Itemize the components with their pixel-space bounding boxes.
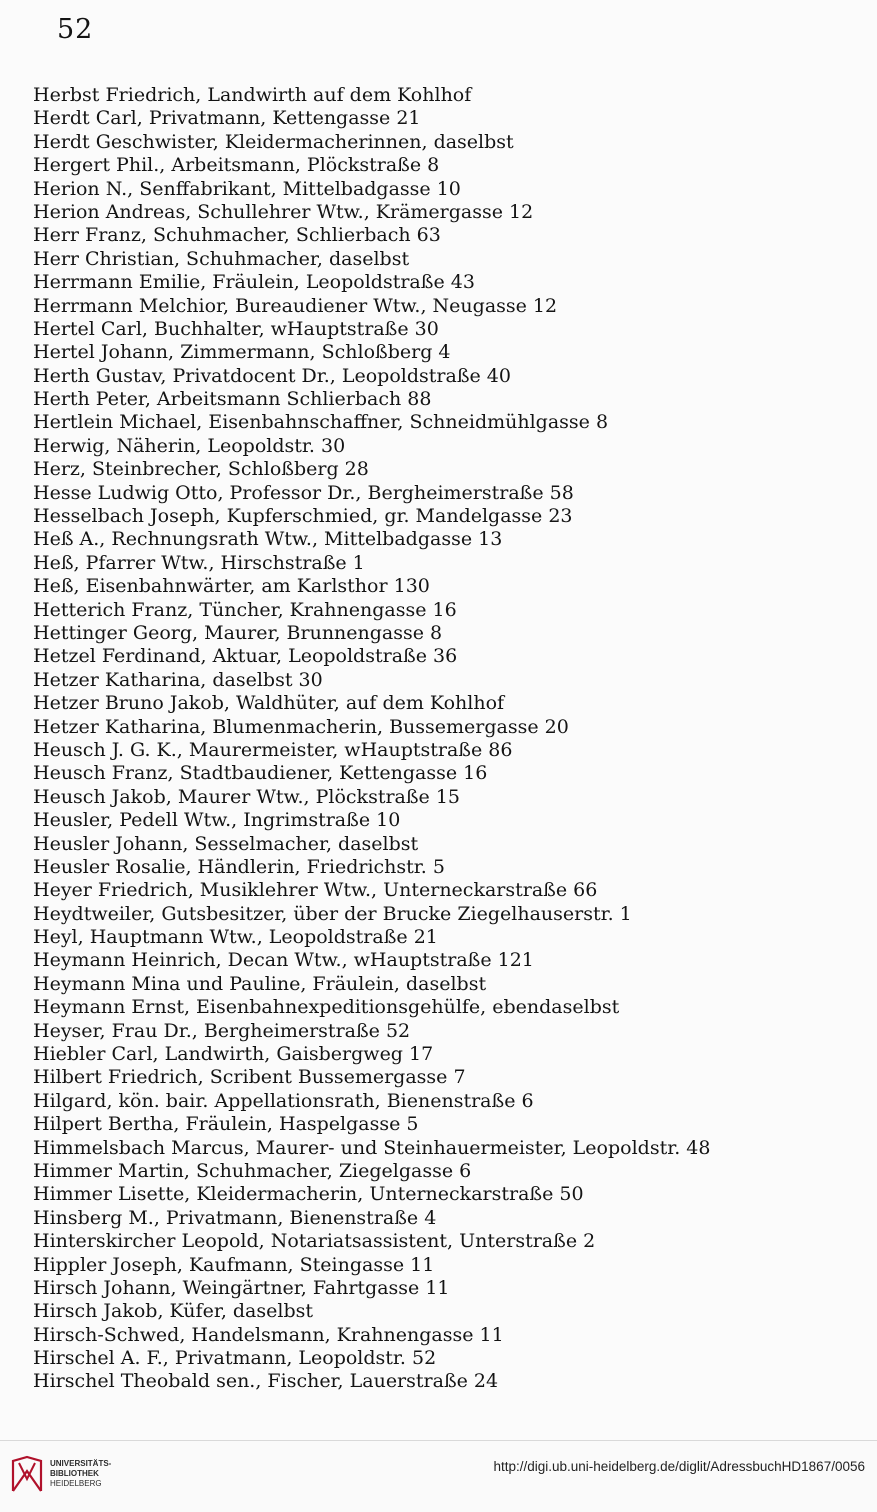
directory-entry: Heyl, Hauptmann Wtw., Leopoldstraße 21 xyxy=(33,926,438,949)
directory-entry: Hergert Phil., Arbeitsmann, Plöckstraße 8 xyxy=(33,154,440,177)
directory-entry: Herz, Steinbrecher, Schloßberg 28 xyxy=(33,458,369,481)
directory-entry: Heusler Johann, Sesselmacher, daselbst xyxy=(33,832,419,855)
directory-entries xyxy=(33,84,863,1394)
directory-entry: Heusch Jakob, Maurer Wtw., Plöckstraße 15 xyxy=(33,785,461,808)
directory-entry: Heusler, Pedell Wtw., Ingrimstraße 10 xyxy=(33,809,401,832)
directory-entry: Hilgard, kön. bair. Appellationsrath, Bienenstraße 6 xyxy=(33,1089,534,1112)
directory-entry: Heyer Friedrich, Musiklehrer Wtw., Unterneckarstraße 66 xyxy=(33,879,598,902)
directory-entry: Hirsch-Schwed, Handelsmann, Krahnengasse 11 xyxy=(33,1323,504,1346)
directory-entry: Heusler Rosalie, Händlerin, Friedrichstr. 5 xyxy=(33,855,445,878)
directory-entry: Heß, Eisenbahnwärter, am Karlsthor 130 xyxy=(33,575,430,598)
directory-entry: Heusch J. G. K., Maurermeister, wHauptstraße 86 xyxy=(33,738,513,761)
directory-entry: Herr Franz, Schuhmacher, Schlierbach 63 xyxy=(33,224,441,247)
directory-entry: Hertel Carl, Buchhalter, wHauptstraße 30 xyxy=(33,317,439,340)
directory-entry: Hetzer Bruno Jakob, Waldhüter, auf dem Kohlhof xyxy=(33,692,505,715)
directory-entry: Hetzer Katharina, Blumenmacherin, Bussemergasse 20 xyxy=(33,715,569,738)
library-name-line1: UNIVERSITÄTS- xyxy=(50,1459,112,1468)
directory-entry: Herbst Friedrich, Landwirth auf dem Kohlhof xyxy=(33,84,472,106)
directory-entry: Heusch Franz, Stadtbaudiener, Kettengasse 16 xyxy=(33,762,488,785)
directory-entry: Hiebler Carl, Landwirth, Gaisbergweg 17 xyxy=(33,1043,434,1066)
directory-entry: Hippler Joseph, Kaufmann, Steingasse 11 xyxy=(33,1253,435,1276)
directory-entry: Herdt Carl, Privatmann, Kettengasse 21 xyxy=(33,107,421,130)
library-name xyxy=(50,1459,111,1489)
directory-entry: Herr Christian, Schuhmacher, daselbst xyxy=(33,247,410,270)
directory-entry: Hetzel Ferdinand, Aktuar, Leopoldstraße 36 xyxy=(33,645,458,668)
directory-entry: Himmer Martin, Schuhmacher, Ziegelgasse 6 xyxy=(33,1159,472,1182)
university-library-logo-icon xyxy=(10,1455,44,1493)
page-number: 52 xyxy=(57,14,94,45)
directory-entry: Heyser, Frau Dr., Bergheimerstraße 52 xyxy=(33,1019,411,1042)
directory-entry: Heß, Pfarrer Wtw., Hirschstraße 1 xyxy=(33,551,365,574)
directory-entry: Hirsch Johann, Weingärtner, Fahrtgasse 11 xyxy=(33,1276,450,1299)
directory-entry: Hertel Johann, Zimmermann, Schloßberg 4 xyxy=(33,341,451,364)
directory-entry: Herion N., Senffabrikant, Mittelbadgasse 10 xyxy=(33,177,461,200)
directory-entry: Hetterich Franz, Tüncher, Krahnengasse 16 xyxy=(33,598,457,621)
directory-entry: Herion Andreas, Schullehrer Wtw., Krämergasse 12 xyxy=(33,200,534,223)
directory-entry: Heß A., Rechnungsrath Wtw., Mittelbadgasse 13 xyxy=(33,528,503,551)
directory-entry: Himmer Lisette, Kleidermacherin, Unterneckarstraße 50 xyxy=(33,1183,584,1206)
directory-entry: Heymann Ernst, Eisenbahnexpeditionsgehülfe, ebendaselbst xyxy=(33,996,620,1019)
library-name-line3: HEIDELBERG xyxy=(50,1479,102,1488)
directory-entry: Herrmann Emilie, Fräulein, Leopoldstraße 43 xyxy=(33,271,475,294)
directory-entry: Hetzer Katharina, daselbst 30 xyxy=(33,668,323,691)
directory-entry: Heymann Mina und Pauline, Fräulein, daselbst xyxy=(33,972,487,995)
directory-entry: Hesselbach Joseph, Kupferschmied, gr. Mandelgasse 23 xyxy=(33,505,573,528)
directory-entry: Hettinger Georg, Maurer, Brunnengasse 8 xyxy=(33,621,443,644)
directory-entry: Hinsberg M., Privatmann, Bienenstraße 4 xyxy=(33,1206,437,1229)
directory-entry: Hirschel Theobald sen., Fischer, Lauerstraße 24 xyxy=(33,1370,499,1393)
directory-entry: Hilpert Bertha, Fräulein, Haspelgasse 5 xyxy=(33,1113,419,1136)
directory-entry: Herth Peter, Arbeitsmann Schlierbach 88 xyxy=(33,388,432,411)
directory-entry: Heydtweiler, Gutsbesitzer, über der Brucke Ziegelhauserstr. 1 xyxy=(33,902,632,925)
directory-entry: Herrmann Melchior, Bureaudiener Wtw., Neugasse 12 xyxy=(33,294,558,317)
directory-entry: Hirschel A. F., Privatmann, Leopoldstr. 52 xyxy=(33,1347,437,1370)
directory-entry: Herth Gustav, Privatdocent Dr., Leopoldstraße 40 xyxy=(33,364,511,387)
footer-bar xyxy=(0,1440,877,1512)
directory-entry: Hertlein Michael, Eisenbahnschaffner, Schneidmühlgasse 8 xyxy=(33,411,609,434)
directory-entry: Hesse Ludwig Otto, Professor Dr., Bergheimerstraße 58 xyxy=(33,481,574,504)
directory-entry: Hinterskircher Leopold, Notariatsassistent, Unterstraße 2 xyxy=(33,1230,596,1253)
source-url-link[interactable]: http://digi.ub.uni-heidelberg.de/diglit/AdressbuchHD1867/0056 xyxy=(493,1459,865,1474)
directory-entry: Himmelsbach Marcus, Maurer- und Steinhauermeister, Leopoldstr. 48 xyxy=(33,1136,711,1159)
directory-entry: Herdt Geschwister, Kleidermacherinnen, daselbst xyxy=(33,130,514,153)
directory-entry: Herwig, Näherin, Leopoldstr. 30 xyxy=(33,434,346,457)
library-name-line2: BIBLIOTHEK xyxy=(50,1469,99,1478)
directory-entry: Heymann Heinrich, Decan Wtw., wHauptstraße 121 xyxy=(33,949,534,972)
directory-entry: Hilbert Friedrich, Scribent Bussemergasse 7 xyxy=(33,1066,466,1089)
directory-entry: Hirsch Jakob, Küfer, daselbst xyxy=(33,1300,314,1323)
